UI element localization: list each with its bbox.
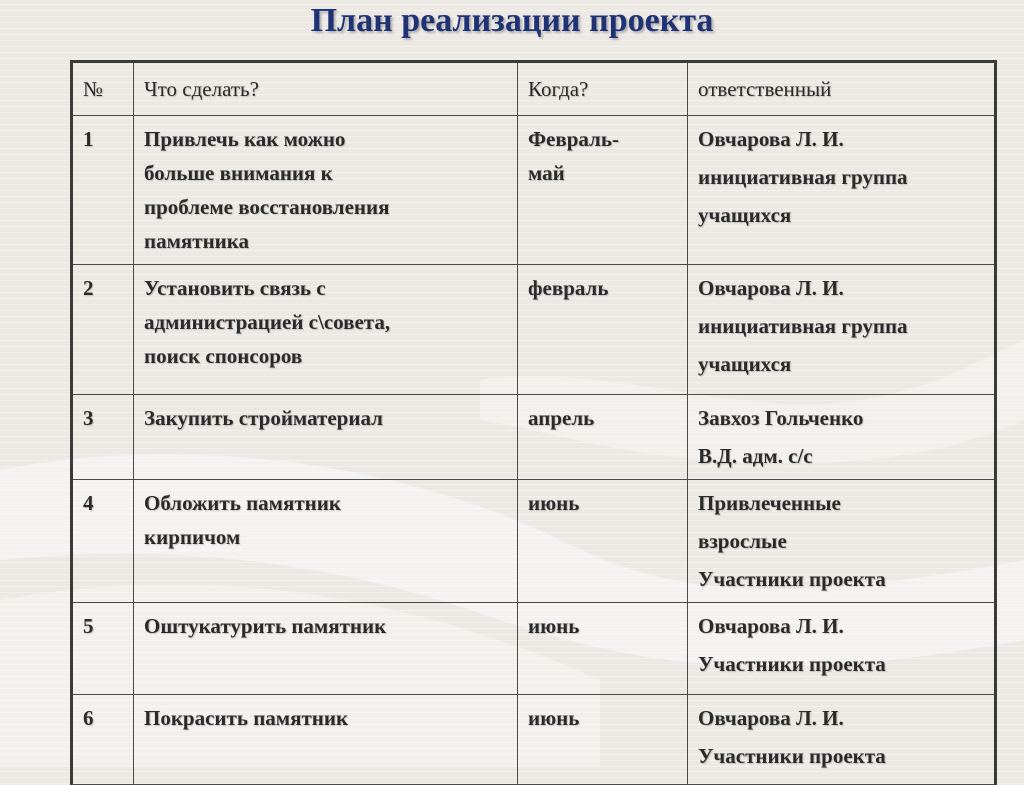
row-responsible-line: инициативная группа	[698, 314, 908, 338]
row-number: 3	[72, 395, 134, 480]
row-when	[518, 603, 688, 695]
row-task-line: Оштукатурить памятник	[144, 614, 387, 638]
header-responsible: ответственный	[688, 62, 996, 116]
row-responsible-line: Привлеченные	[698, 491, 841, 515]
row-task-line: проблеме восстановления	[144, 195, 390, 219]
row-task-line: кирпичом	[144, 525, 241, 549]
row-responsible-line: Завхоз Гольченко	[698, 406, 864, 430]
row-task	[134, 116, 518, 265]
row-when	[518, 265, 688, 395]
row-responsible-line: взрослые	[698, 529, 787, 553]
row-task-line: памятника	[144, 229, 250, 253]
row-number: 2	[72, 265, 134, 395]
row-when-line: Февраль-	[528, 127, 619, 151]
row-task-line: администрацией с\совета,	[144, 310, 391, 334]
row-responsible	[688, 265, 996, 395]
row-task	[134, 603, 518, 695]
row-responsible-line: Участники проекта	[698, 744, 886, 768]
table-row	[72, 695, 996, 785]
row-task-line: больше внимания к	[144, 161, 333, 185]
row-when-line: июнь	[528, 706, 580, 730]
row-responsible-line: учащихся	[698, 203, 792, 227]
row-when-line: июнь	[528, 614, 580, 638]
row-when-line: май	[528, 161, 565, 185]
row-task-line: Обложить памятник	[144, 491, 341, 515]
row-when-line: апрель	[528, 406, 595, 430]
header-task: Что сделать?	[134, 62, 518, 116]
row-when	[518, 695, 688, 785]
table-row	[72, 265, 996, 395]
table-header-row	[72, 62, 996, 116]
project-plan-table	[70, 60, 997, 785]
row-responsible	[688, 480, 996, 603]
row-when-line: июнь	[528, 491, 580, 515]
row-when-line: февраль	[528, 276, 609, 300]
table-row	[72, 480, 996, 603]
row-responsible-line: учащихся	[698, 352, 792, 376]
row-responsible	[688, 116, 996, 265]
row-task	[134, 265, 518, 395]
row-responsible-line: инициативная группа	[698, 165, 908, 189]
row-responsible-line: Овчарова Л. И.	[698, 127, 844, 151]
row-task-line: Установить связь с	[144, 276, 326, 300]
header-number: №	[72, 62, 134, 116]
table-row	[72, 395, 996, 480]
row-when	[518, 395, 688, 480]
row-responsible	[688, 603, 996, 695]
row-responsible-line: В.Д. адм. с/с	[698, 444, 813, 468]
row-task-line: Покрасить памятник	[144, 706, 349, 730]
row-when	[518, 116, 688, 265]
row-number: 6	[72, 695, 134, 785]
row-responsible-line: Участники проекта	[698, 652, 886, 676]
table-row	[72, 116, 996, 265]
row-task	[134, 480, 518, 603]
row-responsible-line: Овчарова Л. И.	[698, 614, 844, 638]
row-number: 1	[72, 116, 134, 265]
row-responsible-line: Овчарова Л. И.	[698, 706, 844, 730]
row-number: 5	[72, 603, 134, 695]
row-task-line: поиск спонсоров	[144, 344, 303, 368]
table-row	[72, 603, 996, 695]
row-task-line: Закупить стройматериал	[144, 406, 383, 430]
row-number: 4	[72, 480, 134, 603]
header-when: Когда?	[518, 62, 688, 116]
row-task	[134, 695, 518, 785]
page-title: План реализации проекта	[310, 2, 714, 39]
row-task	[134, 395, 518, 480]
row-responsible	[688, 395, 996, 480]
row-responsible	[688, 695, 996, 785]
row-when	[518, 480, 688, 603]
row-responsible-line: Овчарова Л. И.	[698, 276, 844, 300]
row-responsible-line: Участники проекта	[698, 567, 886, 591]
row-task-line: Привлечь как можно	[144, 127, 346, 151]
